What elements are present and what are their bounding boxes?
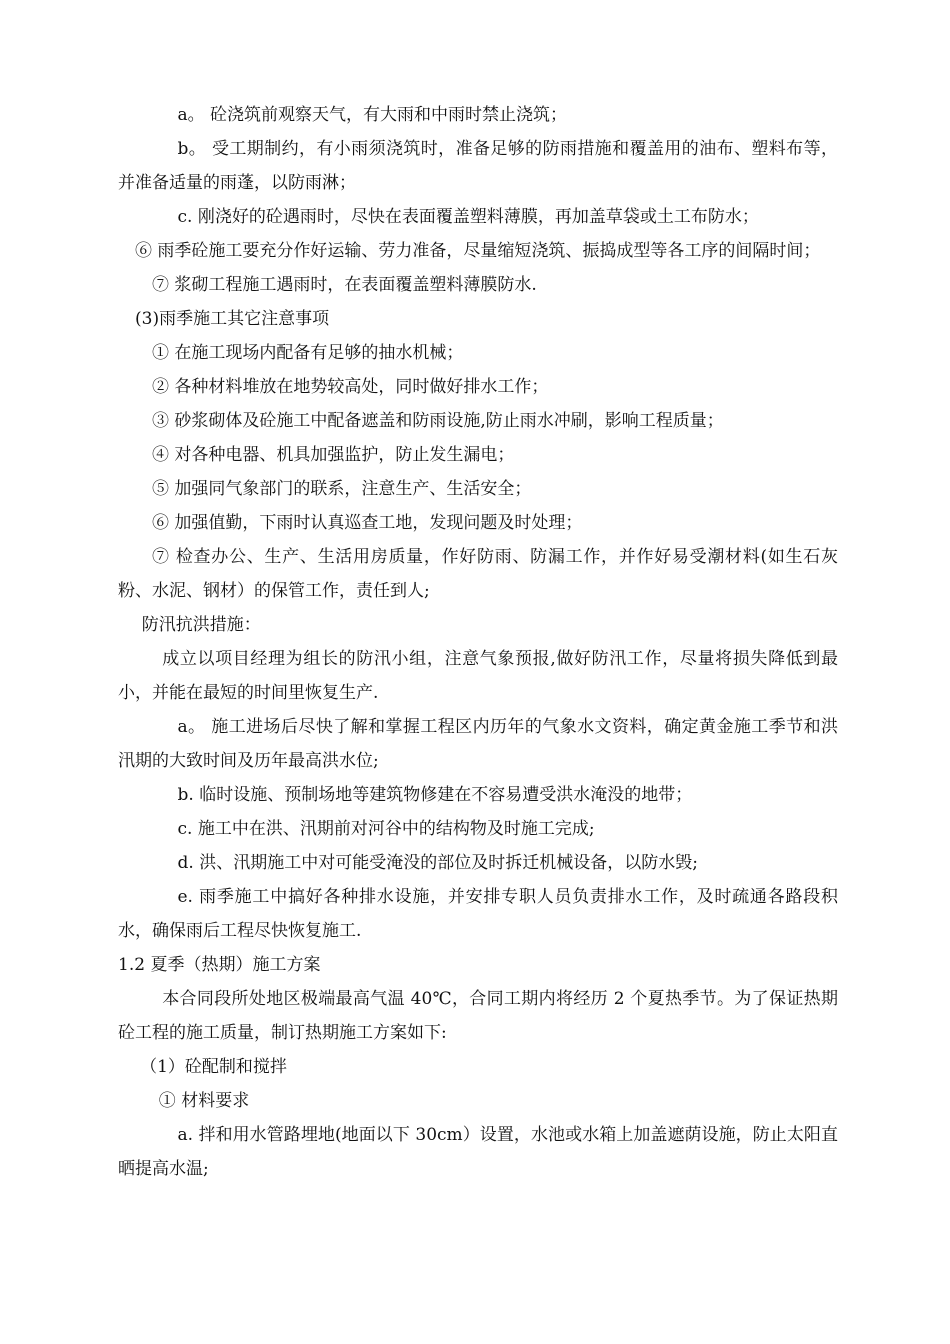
paragraph-23: （1）砼配制和搅拌: [140, 1057, 287, 1077]
paragraph-4: ⑥ 雨季砼施工要充分作好运输、劳力准备，尽量缩短浇筑、振捣成型等各工序的间隔时间；: [135, 241, 821, 261]
document-body: [118, 98, 838, 1186]
paragraph-14: 防汛抗洪措施：: [141, 615, 261, 635]
paragraph-5: ⑦ 浆砌工程施工遇雨时，在表面覆盖塑料薄膜防水.: [152, 275, 537, 295]
paragraph-6: (3)雨季施工其它注意事项: [135, 309, 330, 329]
paragraph-19: d. 洪、汛期施工中对可能受淹没的部位及时拆迁机械设备，以防水毁;: [177, 853, 698, 873]
paragraph-10: ④ 对各种电器、机具加强监护，防止发生漏电；: [152, 445, 515, 465]
paragraph-13: ⑦ 检查办公、生产、生活用房质量，作好防雨、防漏工作，并作好易受潮材料(如生石灰粉、水泥、钢材）的保管工作，责任到人;: [118, 547, 838, 601]
paragraph-20: e. 雨季施工中搞好各种排水设施，并安排专职人员负责排水工作，及时疏通各路段积水，确保雨后工程尽快恢复施工.: [118, 887, 838, 941]
paragraph-8: ② 各种材料堆放在地势较高处，同时做好排水工作；: [152, 377, 549, 397]
paragraph-18: c. 施工中在洪、汛期前对河谷中的结构物及时施工完成;: [177, 819, 595, 839]
paragraph-21: 1.2 夏季（热期）施工方案: [118, 955, 321, 975]
paragraph-22: 本合同段所处地区极端最高气温 40℃，合同工期内将经历 2 个夏热季节。为了保证热期砼工程的施工质量，制订热期施工方案如下:: [118, 989, 838, 1043]
paragraph-7: ① 在施工现场内配备有足够的抽水机械；: [152, 343, 464, 363]
paragraph-24: ① 材料要求: [158, 1091, 250, 1111]
paragraph-17: b. 临时设施、预制场地等建筑物修建在不容易遭受洪水淹没的地带；: [177, 785, 693, 805]
paragraph-12: ⑥ 加强值勤，下雨时认真巡查工地，发现问题及时处理；: [152, 513, 583, 533]
paragraph-25: a. 拌和用水管路埋地(地面以下 30cm）设置，水池或水箱上加盖遮荫设施，防止太阳直晒提高水温;: [118, 1125, 838, 1179]
paragraph-11: ⑤ 加强同气象部门的联系，注意生产、生活安全；: [152, 479, 532, 499]
paragraph-1: a。 砼浇筑前观察天气，有大雨和中雨时禁止浇筑；: [177, 105, 568, 125]
paragraph-15: 成立以项目经理为组长的防汛小组，注意气象预报,做好防汛工作，尽量将损失降低到最小，并能在最短的时间里恢复生产.: [118, 649, 838, 703]
paragraph-3: c. 刚浇好的砼遇雨时，尽快在表面覆盖塑料薄膜，再加盖草袋或土工布防水；: [177, 207, 759, 227]
paragraph-9: ③ 砂浆砌体及砼施工中配备遮盖和防雨设施,防止雨水冲刷，影响工程质量；: [152, 411, 724, 431]
paragraph-2: b。 受工期制约，有小雨须浇筑时，准备足够的防雨措施和覆盖用的油布、塑料布等，并准备适量的雨蓬，以防雨淋；: [118, 139, 838, 193]
paragraph-16: a。 施工进场后尽快了解和掌握工程区内历年的气象水文资料，确定黄金施工季节和洪汛期的大致时间及历年最高洪水位;: [118, 717, 838, 771]
